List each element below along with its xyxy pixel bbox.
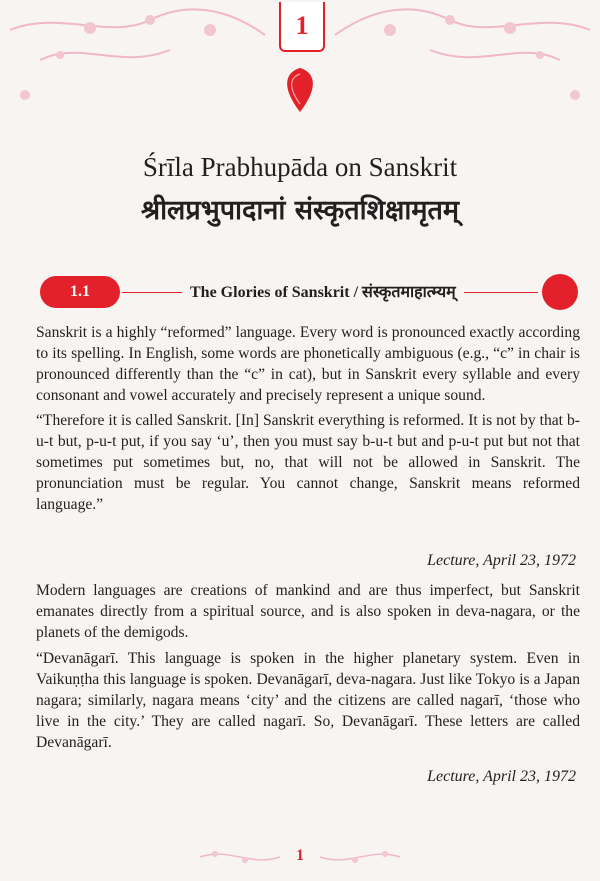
chapter-subtitle-sanskrit: श्रीलप्रभुपादानां संस्कृतशिक्षामृतम् [140,195,460,226]
page-number: 1 [296,847,304,864]
section-title: The Glories of Sanskrit / संस्कृतमाहात्म्यम् [182,280,464,302]
chapter-drop-ornament [280,66,320,114]
citation: Lecture, April 23, 1972 [427,768,576,785]
section-end-ornament [542,274,578,310]
paragraph: Modern languages are creations of mankind and are thus imperfect, but Sanskrit emanates directly from a spiritual source, and is also spoken in deva-nagara, or the planets of the demigods. [36,582,580,641]
citation: Lecture, April 23, 1972 [427,552,576,569]
page-footer [0,842,600,872]
quote-paragraph: “Therefore it is called Sanskrit. [In] Sanskrit everything is reformed. It is not by that b-u-t but, p-u-t put, if you say ‘u’, then you must say b-u-t but and p-u-t put but not that sometimes put sometimes but, no, that will not be allowed in Sanskrit. The pronunciation must be regular. You cannot change, Sanskrit means reformed language.” [36,412,580,513]
chapter-number-badge: 1 [279,2,325,52]
quote-paragraph: “Devanāgarī. This language is spoken in the higher planetary system. Even in Vaikuṇṭha this language is spoken. Devanāgarī, deva-nagara. Just like Tokyo is a Japan nagara; similarly, nagara means ‘city’ and the citizens are called nagarī, ‘those who live in the city.’ They are called nagarī. So, Devanāgarī. These letters are called Devanāgarī. [36,650,580,751]
paragraph: Sanskrit is a highly “reformed” language. Every word is pronounced exactly according to its spelling. In English, some words are phonetically ambiguous (e.g., “c” in chair is pronounced differently than the “c” in cat), but in Sanskrit every syllable and every consonant and vowel accurately and precisely represent a unique sound. [36,324,580,404]
section-number: 1.1 [40,276,120,308]
section-header [22,271,578,313]
chapter-title: Śrīla Prabhupāda on Sanskrit [142,152,458,182]
